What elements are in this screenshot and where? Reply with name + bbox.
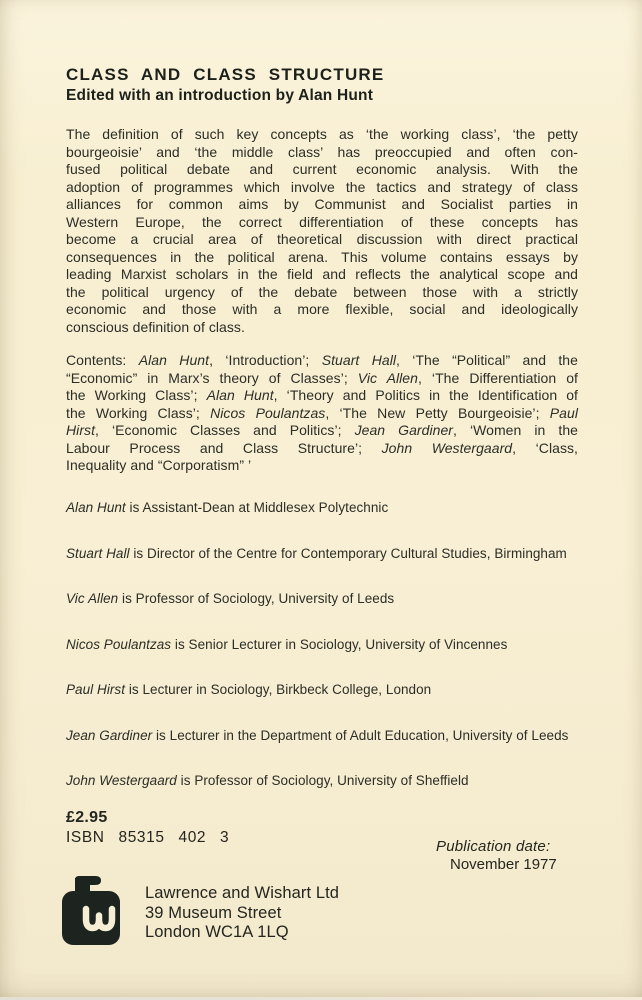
blurb-line: The definition of such key concepts as ‘the working class’, ‘the petty <box>66 126 578 142</box>
bio-text: is Assistant-Dean at Middlesex Polytechnic <box>125 500 389 515</box>
bio-text: is Professor of Sociology, University of Sheffield <box>176 773 469 788</box>
bio-name: Jean Gardiner <box>66 727 153 743</box>
bio-row <box>66 727 614 744</box>
bio-row <box>66 545 614 562</box>
isbn-label: ISBN 85315 402 3 <box>66 829 230 846</box>
contents-paragraph <box>66 352 578 475</box>
bio-row <box>66 772 614 789</box>
bio-text: is Lecturer in Sociology, Birkbeck College, London <box>125 682 432 697</box>
contents-line: Labour Process and Class Structure’; John Westergaard, ‘Class, <box>66 439 578 456</box>
blurb-line: economic and those with a more flexible, social and ideologically <box>66 301 578 317</box>
publisher-lw-logo-icon <box>62 876 120 945</box>
contents-line: “Economic” in Marx’s theory of Classes’; Vic Allen, ‘The Differentiation of <box>66 369 578 386</box>
pricing-block <box>66 808 229 848</box>
bio-name: Vic Allen <box>66 591 119 606</box>
contributor-bios <box>66 499 614 818</box>
bio-name: John Westergaard <box>66 773 177 788</box>
publisher-address-block <box>145 884 339 943</box>
bio-name: Alan Hunt <box>66 500 126 515</box>
blurb-line: consequences in the political arena. This volume contains essays by <box>66 248 578 265</box>
bio-row <box>66 681 614 698</box>
publication-date-label: Publication date: <box>436 838 551 855</box>
contents-line: the Working Class’; Nicos Poulantzas, ‘The New Petty Bourgeoisie’; Paul <box>66 404 578 421</box>
bio-name: Stuart Hall <box>66 545 130 561</box>
bio-row <box>66 636 614 653</box>
bio-row <box>66 590 614 607</box>
page-title: CLASS AND CLASS STRUCTURE <box>66 65 385 84</box>
contents-line: Inequality and “Corporatism” ’ <box>66 457 252 473</box>
contents-line: Contents: Alan Hunt, ‘Introduction’; Stuart Hall, ‘The “Political” and the <box>66 352 578 368</box>
bio-text: is Director of the Centre for Contemporary Cultural Studies, Birmingham <box>129 545 567 561</box>
bio-row <box>66 499 614 516</box>
bio-text: is Lecturer in the Department of Adult Education, University of Leeds <box>152 727 569 743</box>
publisher-address-line1: 39 Museum Street <box>145 903 282 922</box>
publisher-address-line2: London WC1A 1LQ <box>145 923 289 941</box>
contents-line: the Working Class’; Alan Hunt, ‘Theory and Politics in the Identification of <box>66 387 578 403</box>
page-subtitle: Edited with an introduction by Alan Hunt <box>66 87 374 104</box>
publication-date-block <box>436 838 606 874</box>
blurb-line: alliances for common aims by Communist and Socialist parties in <box>66 196 578 212</box>
blurb-line: bourgeoisie’ and ‘the middle class’ has preoccupied and often con- <box>66 143 578 160</box>
bio-text: is Professor of Sociology, University of Leeds <box>118 591 395 606</box>
blurb-paragraph <box>66 126 578 336</box>
publisher-name: Lawrence and Wishart Ltd <box>145 884 340 902</box>
header <box>66 64 384 106</box>
bio-name: Paul Hirst <box>66 682 126 697</box>
blurb-line: the political urgency of the debate between those with a strictly <box>66 283 578 300</box>
blurb-line: Western Europe, the correct differentiation of these concepts has <box>66 213 578 230</box>
price-label: £2.95 <box>66 809 108 826</box>
blurb-line: leading Marxist scholars in the field and reflects the analytical scope and <box>66 266 578 282</box>
blurb-line: conscious definition of class. <box>66 318 245 335</box>
publication-date-value: November 1977 <box>450 856 557 873</box>
contents-line: Hirst, ‘Economic Classes and Politics’; Jean Gardiner, ‘Women in the <box>66 422 578 438</box>
bio-text: is Senior Lecturer in Sociology, University of Vincennes <box>171 636 508 652</box>
blurb-line: fused political debate and current economic analysis. With the <box>66 161 578 177</box>
blurb-line: become a crucial area of theoretical discussion with direct practical <box>66 231 578 247</box>
bio-name: Nicos Poulantzas <box>66 636 172 652</box>
blurb-line: adoption of programmes which involve the tactics and strategy of class <box>66 178 578 195</box>
